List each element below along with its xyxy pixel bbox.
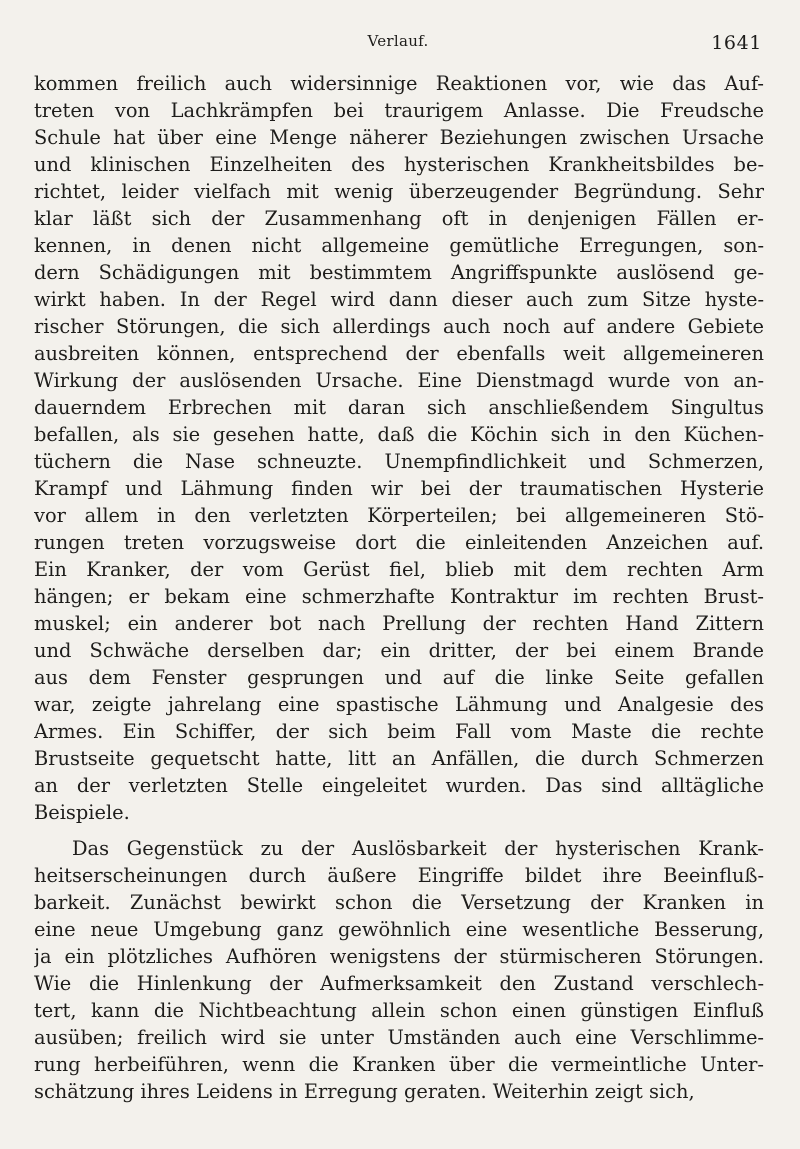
text-line: klar läßt sich der Zusammenhang oft in denjenigen Fällen er- xyxy=(34,207,764,230)
text-line: schätzung ihres Leidens in Erregung geraten. Weiterhin zeigt sich, xyxy=(34,1080,695,1103)
text-line: ausbreiten können, entsprechend der ebenfalls weit allgemeineren xyxy=(34,342,764,365)
text-line: rungen treten vorzugsweise dort die einleitenden Anzeichen auf. xyxy=(34,531,764,554)
running-head: Verlauf. xyxy=(367,32,429,50)
text-line: Schule hat über eine Menge näherer Beziehungen zwischen Ursache xyxy=(34,126,764,149)
text-line: Wirkung der auslösenden Ursache. Eine Dienstmagd wurde von an- xyxy=(34,369,764,392)
text-line: und klinischen Einzelheiten des hysterischen Krankheitsbildes be- xyxy=(34,153,764,176)
text-line: kommen freilich auch widersinnige Reaktionen vor, wie das Auf- xyxy=(34,72,764,95)
text-line: treten von Lachkrämpfen bei traurigem Anlasse. Die Freudsche xyxy=(34,99,764,122)
text-line: Armes. Ein Schiffer, der sich beim Fall vom Maste die rechte xyxy=(34,720,764,743)
text-line: tüchern die Nase schneuzte. Unempfindlichkeit und Schmerzen, xyxy=(34,450,764,473)
text-line: ja ein plötzliches Aufhören wenigstens der stürmischeren Störungen. xyxy=(34,945,764,968)
text-line: ausüben; freilich wird sie unter Umständen auch eine Verschlimme- xyxy=(34,1026,764,1049)
text-line: Ein Kranker, der vom Gerüst fiel, blieb mit dem rechten Arm xyxy=(34,558,764,581)
text-line: befallen, als sie gesehen hatte, daß die Köchin sich in den Küchen- xyxy=(34,423,764,446)
text-line: Brustseite gequetscht hatte, litt an Anfällen, die durch Schmerzen xyxy=(34,747,764,770)
text-line: war, zeigte jahrelang eine spastische Lähmung und Analgesie des xyxy=(34,693,764,716)
text-line: und Schwäche derselben dar; ein dritter, der bei einem Brande xyxy=(34,639,764,662)
text-line: rung herbeiführen, wenn die Kranken über die vermeintliche Unter- xyxy=(34,1053,764,1076)
page-number: 1641 xyxy=(711,32,762,54)
text-line: hängen; er bekam eine schmerzhafte Kontraktur im rechten Brust- xyxy=(34,585,764,608)
text-line: an der verletzten Stelle eingeleitet wurden. Das sind alltägliche xyxy=(34,774,764,797)
text-line: richtet, leider vielfach mit wenig überzeugender Begründung. Sehr xyxy=(34,180,764,203)
text-line: dern Schädigungen mit bestimmtem Angriffspunkte auslösend ge- xyxy=(34,261,764,284)
text-line: heitserscheinungen durch äußere Eingriffe bildet ihre Beeinfluß- xyxy=(34,864,764,887)
text-line: Krampf und Lähmung finden wir bei der traumatischen Hysterie xyxy=(34,477,764,500)
text-line: tert, kann die Nichtbeachtung allein schon einen günstigen Einfluß xyxy=(34,999,764,1022)
text-line: dauerndem Erbrechen mit daran sich anschließendem Singultus xyxy=(34,396,764,419)
text-line: eine neue Umgebung ganz gewöhnlich eine wesentliche Besserung, xyxy=(34,918,764,941)
text-line: Beispiele. xyxy=(34,801,130,824)
page-header xyxy=(34,28,762,58)
text-line: vor allem in den verletzten Körperteilen; bei allgemeineren Stö- xyxy=(34,504,764,527)
text-line: muskel; ein anderer bot nach Prellung der rechten Hand Zittern xyxy=(34,612,764,635)
text-line: rischer Störungen, die sich allerdings auch noch auf andere Gebiete xyxy=(34,315,764,338)
text-line: Das Gegenstück zu der Auslösbarkeit der hysterischen Krank- xyxy=(72,837,764,860)
text-line: wirkt haben. In der Regel wird dann dieser auch zum Sitze hyste- xyxy=(34,288,764,311)
text-line: aus dem Fenster gesprungen und auf die linke Seite gefallen xyxy=(34,666,764,689)
body-text xyxy=(34,70,764,1105)
text-line: kennen, in denen nicht allgemeine gemütliche Erregungen, son- xyxy=(34,234,764,257)
text-line: Wie die Hinlenkung der Aufmerksamkeit den Zustand verschlech- xyxy=(34,972,764,995)
text-line: barkeit. Zunächst bewirkt schon die Versetzung der Kranken in xyxy=(34,891,764,914)
